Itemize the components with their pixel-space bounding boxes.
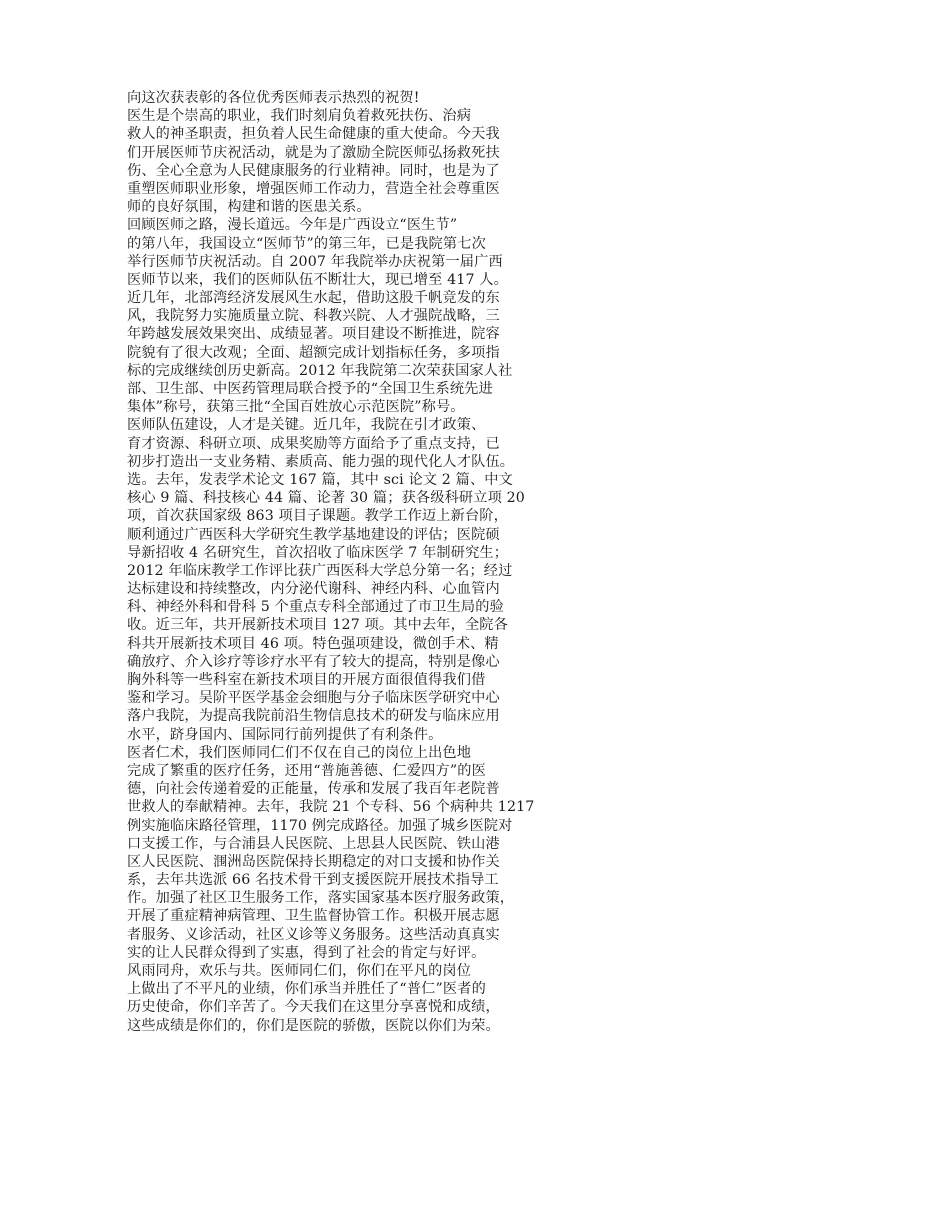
text-line: 2012 年临床教学工作评比获广西医科大学总分第一名；经过: [127, 562, 513, 579]
text-line: 的第八年，我国设立“医师节”的第三年，已是我院第七次: [127, 235, 486, 252]
text-line: 院貌有了很大改观；全面、超额完成计划指标任务，多项指: [127, 344, 500, 361]
text-line: 口支援工作，与合浦县人民医院、上思县人民医院、铁山港: [127, 835, 500, 852]
text-line: 医师节以来，我们的医师队伍不断壮大，现已增至 417 人。: [127, 271, 508, 288]
text-line: 历史使命，你们辛苦了。今天我们在这里分享喜悦和成绩，: [127, 999, 500, 1016]
text-line: 师的良好氛围，构建和谐的医患关系。: [127, 199, 371, 216]
text-line: 顺利通过广西医科大学研究生教学基地建设的评估；医院硕: [127, 526, 500, 543]
text-line: 科共开展新技术项目 46 项。特色强项建设，微创手术、精: [127, 635, 499, 652]
text-line: 向这次获表彰的各位优秀医师表示热烈的祝贺!: [127, 90, 420, 106]
text-line: 风雨同舟，欢乐与共。医师同仁们，你们在平凡的岗位: [127, 963, 472, 979]
text-line: 例实施临床路径管理，1170 例完成路径。加强了城乡医院对: [127, 817, 513, 834]
text-line: 伤、全心全意为人民健康服务的行业精神。同时，也是为了: [127, 162, 500, 179]
text-line: 项，首次获国家级 863 项目子课题。教学工作迈上新台阶，: [127, 508, 508, 525]
text-line: 标的完成继续创历史新高。2012 年我院第二次荣获国家人社: [127, 362, 513, 379]
text-line: 世救人的奉献精神。去年，我院 21 个专科、56 个病种共 1217: [127, 799, 535, 816]
text-line: 德，向社会传递着爱的正能量，传承和发展了我百年老院普: [127, 781, 500, 798]
text-line: 育才资源、科研立项、成果奖励等方面给予了重点支持，已: [127, 435, 500, 452]
text-line: 选。去年，发表学术论文 167 篇，其中 sci 论文 2 篇、中文: [127, 471, 513, 488]
text-line: 上做出了不平凡的业绩，你们承当并胜任了“普仁”医者的: [127, 981, 486, 998]
text-line: 落户我院，为提高我院前沿生物信息技术的研发与临床应用: [127, 708, 500, 725]
text-line: 胸外科等一些科室在新技术项目的开展方面很值得我们借: [127, 672, 486, 688]
text-line: 完成了繁重的医疗任务，还用“普施善德、仁爱四方”的医: [127, 762, 486, 779]
text-line: 收。近三年，共开展新技术项目 127 项。其中去年，全院各: [127, 617, 508, 634]
text-line: 区人民医院、涠洲岛医院保持长期稳定的对口支援和协作关: [127, 853, 500, 870]
text-line: 医师队伍建设，人才是关键。近几年，我院在引才政策、: [127, 417, 486, 434]
text-line: 达标建设和持续整改，内分泌代谢科、神经内科、心血管内: [127, 581, 500, 598]
text-line: 鉴和学习。吴阶平医学基金会细胞与分子临床医学研究中心: [127, 690, 500, 707]
text-line: 确放疗、介入诊疗等诊疗水平有了较大的提高，特别是像心: [127, 653, 500, 670]
text-line: 这些成绩是你们的，你们是医院的骄傲，医院以你们为荣。: [127, 1017, 500, 1034]
text-line: 水平，跻身国内、国际同行前列提供了有利条件。: [127, 726, 443, 743]
text-line: 科、神经外科和骨科 5 个重点专科全部通过了市卫生局的验: [127, 599, 504, 616]
text-line: 者服务、义诊活动，社区义诊等义务服务。这些活动真真实: [127, 926, 500, 943]
text-line: 举行医师节庆祝活动。自 2007 年我院举办庆祝第一届广西: [127, 253, 503, 270]
text-line: 集体”称号，获第三批“全国百姓放心示范医院”称号。: [127, 399, 465, 416]
text-line: 们开展医师节庆祝活动，就是为了激励全院医师弘扬救死扶: [127, 144, 500, 161]
text-line: 风，我院努力实施质量立院、科教兴院、人才强院战略，三: [127, 308, 500, 325]
text-line: 导新招收 4 名研究生，首次招收了临床医学 7 年制研究生；: [127, 544, 509, 561]
document-body: [127, 89, 567, 1035]
text-line: 重塑医师职业形象，增强医师工作动力，营造全社会尊重医: [127, 180, 500, 197]
text-line: 回顾医师之路，漫长道远。今年是广西设立“医生节”: [127, 217, 458, 234]
text-line: 作。加强了社区卫生服务工作，落实国家基本医疗服务政策，: [127, 890, 515, 907]
text-line: 近几年，北部湾经济发展风生水起，借助这股千帆竞发的东: [127, 290, 500, 307]
text-line: 系，去年共选派 66 名技术骨干到支援医院开展技术指导工: [127, 872, 499, 889]
text-line: 实的让人民群众得到了实惠，得到了社会的肯定与好评。: [127, 944, 486, 961]
text-line: 救人的神圣职责，担负着人民生命健康的重大使命。今天我: [127, 126, 500, 143]
text-line: 部、卫生部、中医药管理局联合授予的“全国卫生系统先进: [127, 381, 493, 397]
text-line: 初步打造出一支业务精、素质高、能力强的现代化人才队伍。: [127, 453, 515, 470]
text-line: 核心 9 篇、科技核心 44 篇、论著 30 篇；获各级科研立项 20: [127, 490, 525, 507]
text-line: 开展了重症精神病管理、卫生监督协管工作。积极开展志愿: [127, 908, 500, 925]
text-line: 年跨越发展效果突出、成绩显著。项目建设不断推进，院容: [127, 326, 500, 343]
text-line: 医生是个崇高的职业，我们时刻肩负着救死扶伤、治病: [127, 108, 472, 125]
text-line: 医者仁术，我们医师同仁们不仅在自己的岗位上出色地: [127, 744, 472, 761]
